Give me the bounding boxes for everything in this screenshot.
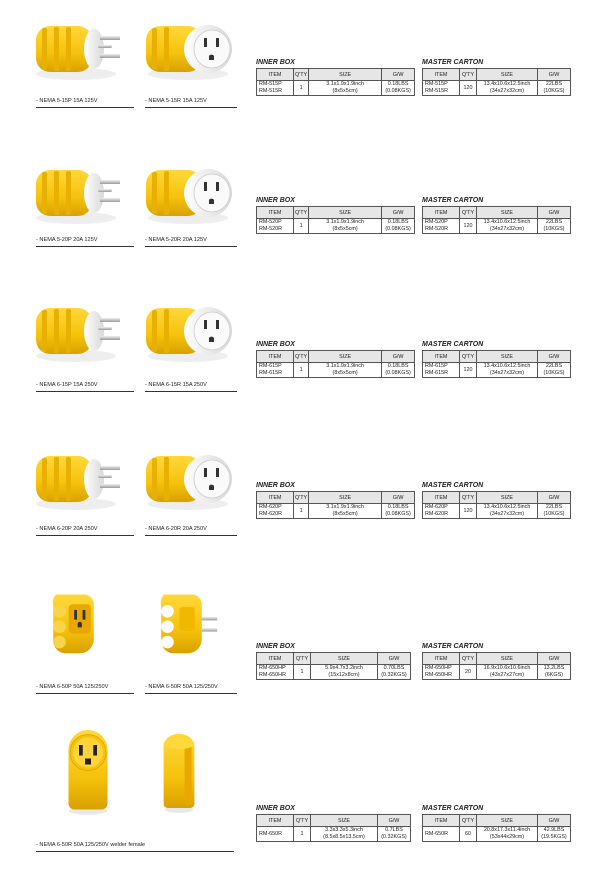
inner-box-table <box>256 814 411 842</box>
nema-6-50r-welder-plug-image <box>150 586 220 666</box>
col-gw: G/W <box>382 69 415 81</box>
master-carton-block <box>422 643 571 680</box>
col-qty: Q'TY <box>294 653 311 665</box>
right-product-caption: - NEMA 6-15R 15A 250V <box>145 381 237 392</box>
master-carton-table <box>422 68 571 96</box>
qty-cell: 1 <box>294 219 309 234</box>
master-carton-title: MASTER CARTON <box>422 643 484 650</box>
qty-cell: 1 <box>294 504 309 519</box>
master-carton-title: MASTER CARTON <box>422 341 484 348</box>
right-product-caption: - NEMA 5-20R 20A 125V <box>145 236 237 247</box>
master-carton-table <box>422 814 571 842</box>
col-item: ITEM <box>257 207 294 219</box>
gw-cell: 0.18LBS (0.08KGS) <box>382 219 415 234</box>
left-product-caption: - NEMA 6-20P 20A 250V <box>36 525 134 536</box>
col-item: ITEM <box>423 69 460 81</box>
col-qty: Q'TY <box>460 351 477 363</box>
col-item: ITEM <box>257 69 294 81</box>
master-carton-block <box>422 197 571 234</box>
col-qty: Q'TY <box>294 815 311 827</box>
qty-cell: 120 <box>460 363 477 378</box>
col-size: SIZE <box>477 69 538 81</box>
item-cell: RM-615P RM-615R <box>423 363 460 378</box>
qty-cell: 1 <box>294 81 309 96</box>
inner-box-title: INNER BOX <box>256 59 295 66</box>
master-carton-block <box>422 482 571 519</box>
col-gw: G/W <box>382 351 415 363</box>
col-qty: Q'TY <box>460 492 477 504</box>
qty-cell: 1 <box>294 827 311 842</box>
inner-box-table <box>256 68 415 96</box>
col-gw: G/W <box>382 492 415 504</box>
col-item: ITEM <box>257 492 294 504</box>
gw-cell: 0.18LBS (0.08KGS) <box>382 504 415 519</box>
gw-cell: 0.7LBS (0.32KGS) <box>378 827 411 842</box>
inner-box-table <box>256 491 415 519</box>
inner-box-title: INNER BOX <box>256 805 295 812</box>
col-gw: G/W <box>382 207 415 219</box>
col-gw: G/W <box>538 492 571 504</box>
col-size: SIZE <box>477 815 538 827</box>
gw-cell: 0.70LBS (0.32KGS) <box>378 665 411 680</box>
gw-cell: 42.9LBS (19.5KGS) <box>538 827 571 842</box>
product-row-4 <box>0 422 610 552</box>
col-size: SIZE <box>309 207 382 219</box>
master-carton-table <box>422 491 571 519</box>
nema-6-50p-welder-plug-image <box>42 586 112 666</box>
col-qty: Q'TY <box>460 69 477 81</box>
nema-6-15p-plug-image <box>28 296 128 366</box>
col-item: ITEM <box>423 653 460 665</box>
nema-6-20r-connector-image <box>140 444 240 514</box>
master-carton-block <box>422 805 571 842</box>
gw-cell: 22LBS (10KGS) <box>538 504 571 519</box>
col-size: SIZE <box>477 351 538 363</box>
inner-box-title: INNER BOX <box>256 643 295 650</box>
left-product-caption: - NEMA 6-15P 15A 250V <box>36 381 134 392</box>
size-cell: 3.1x1.9x1.9inch (8x5x5cm) <box>309 81 382 96</box>
size-cell: 20.8x17.3x11.4inch (53x44x29cm) <box>477 827 538 842</box>
item-cell: RM-650R <box>257 827 294 842</box>
qty-cell: 120 <box>460 81 477 96</box>
qty-cell: 120 <box>460 504 477 519</box>
col-item: ITEM <box>257 351 294 363</box>
gw-cell: 22LBS (10KGS) <box>538 219 571 234</box>
item-cell: RM-650HP RM-650HR <box>423 665 460 680</box>
inner-box-block <box>256 59 415 96</box>
gw-cell: 0.18LBS (0.08KGS) <box>382 81 415 96</box>
inner-box-block <box>256 643 411 680</box>
col-size: SIZE <box>311 815 378 827</box>
gw-cell: 22LBS (10KGS) <box>538 81 571 96</box>
master-carton-title: MASTER CARTON <box>422 197 484 204</box>
col-item: ITEM <box>423 815 460 827</box>
size-cell: 16.9x10.6x10.6inch (43x27x27cm) <box>477 665 538 680</box>
nema-6-50r-welder-receptacle-side-image <box>158 728 200 818</box>
inner-box-table <box>256 652 411 680</box>
left-product-caption: - NEMA 6-50R 50A 125/250V welder female <box>36 841 234 852</box>
master-carton-title: MASTER CARTON <box>422 482 484 489</box>
inner-box-block <box>256 482 415 519</box>
col-qty: Q'TY <box>294 207 309 219</box>
product-row-3 <box>0 282 610 412</box>
gw-cell: 22LBS (10KGS) <box>538 363 571 378</box>
col-size: SIZE <box>311 653 378 665</box>
right-product-caption: - NEMA 6-20R 20A 250V <box>145 525 237 536</box>
inner-box-title: INNER BOX <box>256 482 295 489</box>
size-cell: 3.3x3.3x5.3inch (8.5x8.5x13.5cm) <box>311 827 378 842</box>
col-item: ITEM <box>423 351 460 363</box>
left-product-caption: - NEMA 5-20P 20A 125V <box>36 236 134 247</box>
product-row-6 <box>0 716 610 866</box>
col-size: SIZE <box>309 492 382 504</box>
col-size: SIZE <box>309 69 382 81</box>
col-gw: G/W <box>538 815 571 827</box>
size-cell: 13.4x10.6x12.5inch (34x27x32cm) <box>477 219 538 234</box>
col-qty: Q'TY <box>460 653 477 665</box>
product-row-1 <box>0 0 610 130</box>
inner-box-table <box>256 350 415 378</box>
size-cell: 3.1x1.9x1.9inch (8x5x5cm) <box>309 363 382 378</box>
product-row-2 <box>0 140 610 270</box>
master-carton-title: MASTER CARTON <box>422 59 484 66</box>
qty-cell: 60 <box>460 827 477 842</box>
nema-6-20p-plug-image <box>28 444 128 514</box>
master-carton-table <box>422 652 571 680</box>
col-size: SIZE <box>477 207 538 219</box>
qty-cell: 1 <box>294 363 309 378</box>
col-qty: Q'TY <box>294 351 309 363</box>
product-row-5 <box>0 580 610 710</box>
gw-cell: 0.18LBS (0.08KGS) <box>382 363 415 378</box>
item-cell: RM-650HP RM-650HR <box>257 665 294 680</box>
col-qty: Q'TY <box>294 492 309 504</box>
inner-box-table <box>256 206 415 234</box>
col-gw: G/W <box>538 69 571 81</box>
col-gw: G/W <box>378 815 411 827</box>
item-cell: RM-620P RM-620R <box>423 504 460 519</box>
col-item: ITEM <box>423 207 460 219</box>
item-cell: RM-615P RM-615R <box>257 363 294 378</box>
size-cell: 3.1x1.9x1.9inch (8x5x5cm) <box>309 219 382 234</box>
col-size: SIZE <box>477 653 538 665</box>
size-cell: 5.9x4.7x3.2inch (15x12x8cm) <box>311 665 378 680</box>
col-item: ITEM <box>257 653 294 665</box>
size-cell: 3.1x1.9x1.9inch (8x5x5cm) <box>309 504 382 519</box>
col-size: SIZE <box>477 492 538 504</box>
col-item: ITEM <box>423 492 460 504</box>
col-gw: G/W <box>538 351 571 363</box>
col-gw: G/W <box>378 653 411 665</box>
master-carton-table <box>422 206 571 234</box>
col-gw: G/W <box>538 207 571 219</box>
size-cell: 13.4x10.6x12.5inch (34x27x32cm) <box>477 504 538 519</box>
nema-5-15p-plug-image <box>28 14 128 84</box>
inner-box-block <box>256 197 415 234</box>
size-cell: 13.4x10.6x12.5inch (34x27x32cm) <box>477 363 538 378</box>
col-qty: Q'TY <box>294 69 309 81</box>
col-qty: Q'TY <box>460 815 477 827</box>
item-cell: RM-520P RM-520R <box>423 219 460 234</box>
col-qty: Q'TY <box>460 207 477 219</box>
qty-cell: 20 <box>460 665 477 680</box>
master-carton-block <box>422 341 571 378</box>
master-carton-title: MASTER CARTON <box>422 805 484 812</box>
nema-6-50r-welder-receptacle-front-image <box>58 724 118 820</box>
right-product-caption: - NEMA 5-15R 15A 125V <box>145 97 237 108</box>
right-product-caption: - NEMA 6-50R 50A 125/250V <box>145 683 237 694</box>
master-carton-block <box>422 59 571 96</box>
inner-box-block <box>256 805 411 842</box>
item-cell: RM-515P RM-515R <box>257 81 294 96</box>
inner-box-block <box>256 341 415 378</box>
nema-5-20p-plug-image <box>28 158 128 228</box>
inner-box-title: INNER BOX <box>256 197 295 204</box>
item-cell: RM-520P RM-520R <box>257 219 294 234</box>
left-product-caption: - NEMA 6-50P 50A 125/250V <box>36 683 134 694</box>
item-cell: RM-620P RM-620R <box>257 504 294 519</box>
qty-cell: 1 <box>294 665 311 680</box>
left-product-caption: - NEMA 5-15P 15A 125V <box>36 97 134 108</box>
item-cell: RM-515P RM-515R <box>423 81 460 96</box>
inner-box-title: INNER BOX <box>256 341 295 348</box>
item-cell: RM-650R <box>423 827 460 842</box>
nema-5-20r-connector-image <box>140 158 240 228</box>
gw-cell: 13.2LBS (6KGS) <box>538 665 571 680</box>
qty-cell: 120 <box>460 219 477 234</box>
col-size: SIZE <box>309 351 382 363</box>
nema-6-15r-connector-image <box>140 296 240 366</box>
nema-5-15r-connector-image <box>140 14 240 84</box>
master-carton-table <box>422 350 571 378</box>
col-item: ITEM <box>257 815 294 827</box>
size-cell: 13.4x10.6x12.5inch (34x27x32cm) <box>477 81 538 96</box>
col-gw: G/W <box>538 653 571 665</box>
